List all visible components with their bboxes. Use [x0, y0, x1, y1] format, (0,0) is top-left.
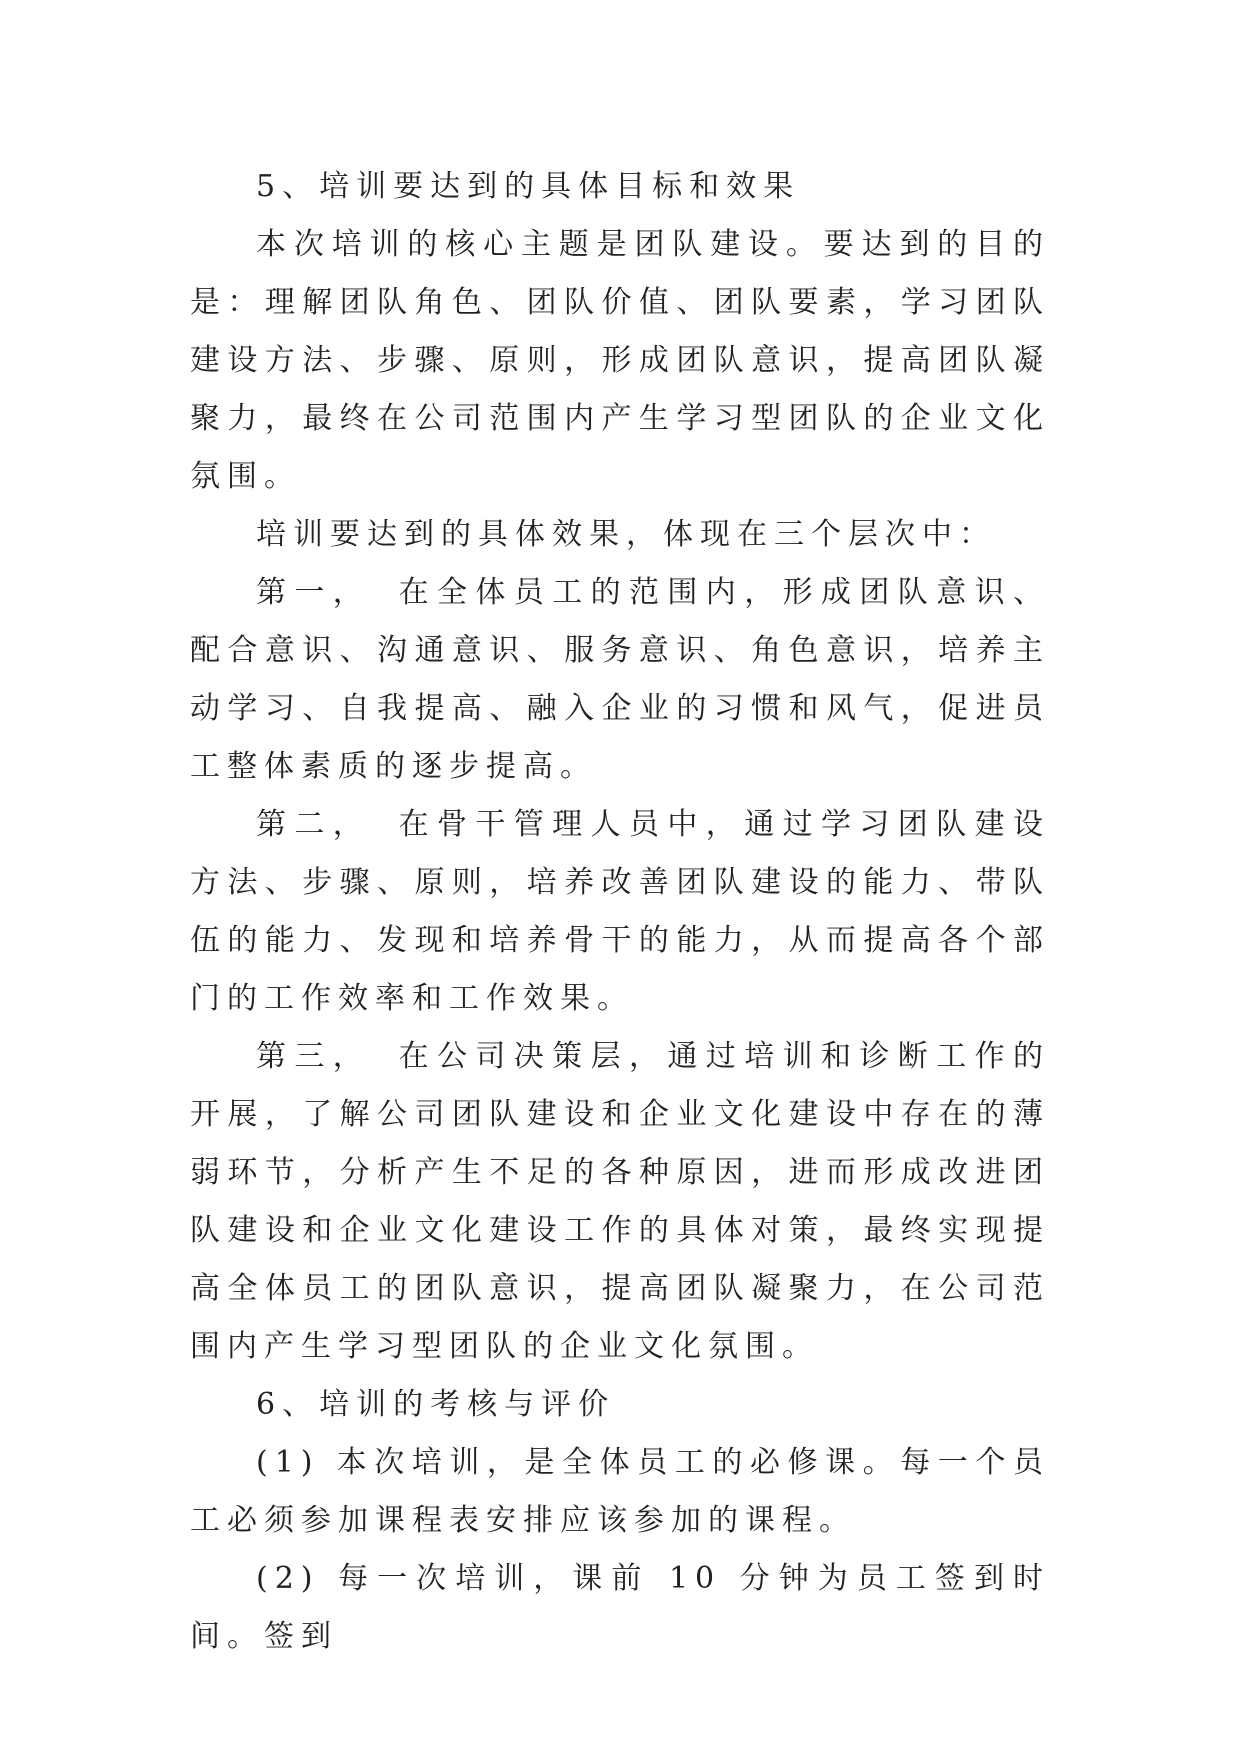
goal-paragraph [190, 216, 1050, 506]
section-6-heading-text: 6、培训的考核与评价 [256, 1387, 616, 1422]
effects-intro-text: 培训要达到的具体效果，体现在三个层次中： [256, 517, 996, 552]
level-2-text: 在骨干管理人员中，通过学习团队建设方法、步骤、原则，培养改善团队建设的能力、带队伍的能力、发现和培养骨干的能力，从而提高各个部门的工作效率和工作效果。 [190, 807, 1051, 1016]
document-body [190, 158, 1050, 1666]
item-1-label: (1) [256, 1445, 320, 1480]
item-1-paragraph [190, 1434, 1050, 1550]
item-2-paragraph [190, 1550, 1050, 1666]
level-1-paragraph [190, 564, 1050, 796]
effects-intro-paragraph [190, 506, 1050, 564]
section-6-heading [190, 1376, 1050, 1434]
level-3-label: 第三， [256, 1039, 372, 1074]
level-1-label: 第一， [256, 575, 372, 610]
item-2-text: 每一次培训，课前 10 分钟为员工签到时间。签到 [190, 1561, 1050, 1654]
level-3-text: 在公司决策层，通过培训和诊断工作的开展，了解公司团队建设和企业文化建设中存在的薄弱环节，分析产生不足的各种原因，进而形成改进团队建设和企业文化建设工作的具体对策，最终实现提高全体员工的团队意识，提高团队凝聚力，在公司范围内产生学习型团队的企业文化氛围。 [190, 1039, 1051, 1364]
item-1-text: 本次培训，是全体员工的必修课。每一个员工必须参加课程表安排应该参加的课程。 [190, 1445, 1051, 1538]
section-5-heading-text: 5、培训要达到的具体目标和效果 [256, 169, 801, 204]
level-2-label: 第二， [256, 807, 372, 842]
goal-paragraph-text: 本次培训的核心主题是团队建设。要达到的目的是：理解团队角色、团队价值、团队要素，学习团队建设方法、步骤、原则，形成团队意识，提高团队凝聚力，最终在公司范围内产生学习型团队的企业文化氛围。 [190, 227, 1050, 494]
level-3-paragraph [190, 1028, 1050, 1376]
level-2-paragraph [190, 796, 1050, 1028]
item-2-label: (2) [256, 1561, 320, 1596]
level-1-text: 在全体员工的范围内，形成团队意识、配合意识、沟通意识、服务意识、角色意识，培养主动学习、自我提高、融入企业的习惯和风气，促进员工整体素质的逐步提高。 [190, 575, 1051, 784]
section-5-heading [190, 158, 1050, 216]
